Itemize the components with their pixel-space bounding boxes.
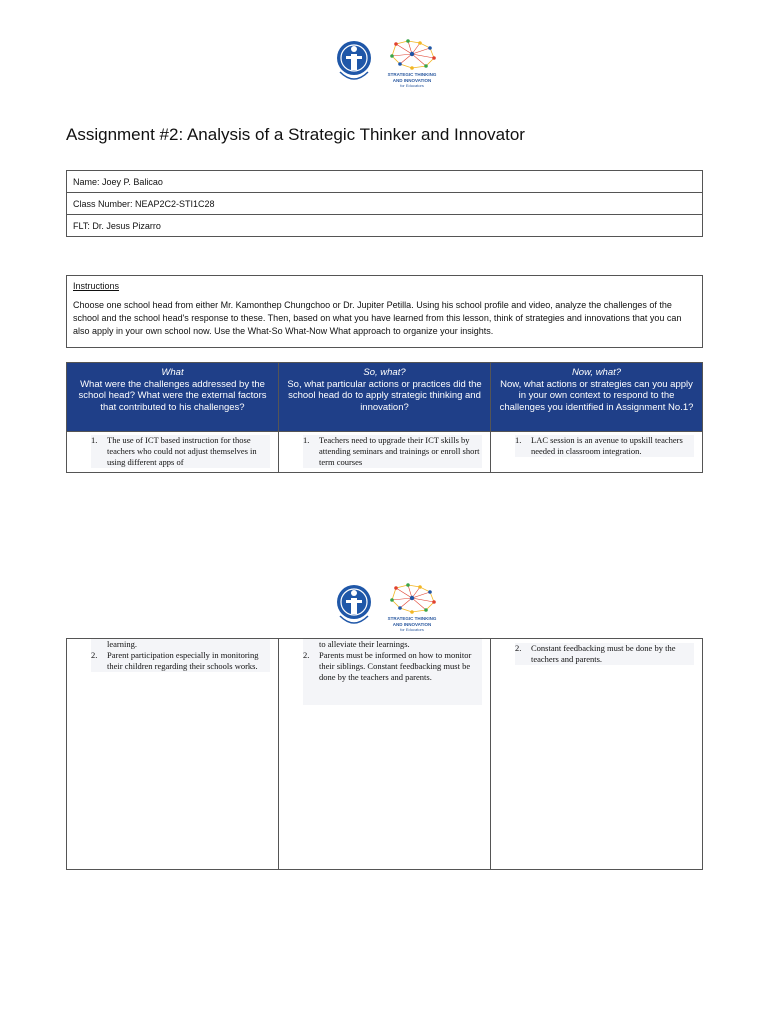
- header-logos: [334, 38, 442, 94]
- column-question: So, what particular actions or practices did the school head do to apply strategic thinking and innovation?: [287, 378, 482, 413]
- network-brain-icon: [382, 38, 442, 72]
- instructions-body: Choose one school head from either Mr. Kamonthep Chungchoo or Dr. Jupiter Petilla. Using his school profile and video, analyze the challenges of the school and the school head's response to these. Then, based on what you have learned from this lesson, think of strategies and innovations that you can also apply in your own school now. Use the What-So What-Now What approach to organize your insights.: [73, 300, 682, 336]
- logo-caption-line3: for Educators: [400, 627, 424, 632]
- item-text: Parents must be informed on how to monitor their siblings. Constant feedbacking must be done by the teachers and parents.: [319, 650, 472, 682]
- list-item: [303, 435, 482, 468]
- logo-caption-line2: AND INNOVATION: [392, 77, 432, 83]
- what-cell-continued: [67, 639, 279, 870]
- logo-caption-line1: STRATEGIC THINKING: [387, 72, 437, 77]
- list-item-continuation: [91, 639, 270, 650]
- item-text: learning.: [107, 639, 137, 649]
- column-header-what: [67, 363, 279, 432]
- column-header-so-what: [279, 363, 491, 432]
- logo-caption-line3: for Educators: [400, 83, 424, 88]
- list-item: [91, 650, 270, 672]
- page-title: Assignment #2: Analysis of a Strategic Thinker and Innovator: [66, 125, 525, 144]
- list-item: [515, 435, 694, 457]
- column-title: So, what?: [363, 367, 406, 378]
- item-text: Teachers need to upgrade their ICT skills by attending seminars and trainings or enroll short term courses: [319, 435, 480, 467]
- what-cell: [67, 432, 279, 473]
- item-number-spacer: [303, 639, 319, 650]
- item-text: Constant feedbacking must be done by the teachers and parents.: [531, 643, 676, 664]
- logo-caption-line1: STRATEGIC THINKING: [387, 616, 437, 621]
- page2-header-logos: [334, 582, 442, 638]
- column-title: What: [161, 367, 184, 378]
- item-text: The use of ICT based instruction for those teachers who could not adjust themselves in using different apps of: [107, 435, 257, 467]
- logo-caption: [382, 616, 442, 633]
- so-what-cell: [279, 432, 491, 473]
- column-title: Now, what?: [571, 367, 622, 378]
- deped-innotech-seal-icon: [334, 582, 374, 634]
- item-number: 2.: [303, 650, 310, 660]
- deped-innotech-seal-icon: [334, 38, 374, 90]
- list-item: [303, 650, 482, 705]
- list-item: [91, 435, 270, 468]
- network-brain-icon: [382, 582, 442, 616]
- item-text: Parent participation especially in monitoring their children regarding their schools works.: [107, 650, 259, 671]
- logo-caption-line2: AND INNOVATION: [392, 621, 432, 627]
- now-what-cell-continued: [491, 639, 703, 870]
- column-question: Now, what actions or strategies can you apply in your own context to respond to the challenges you identified in Assignment No.1?: [499, 378, 694, 413]
- now-what-cell: [491, 432, 703, 473]
- class-number: Class Number: NEAP2C2-STI1C28: [67, 193, 703, 215]
- analysis-table-page1: [66, 362, 703, 473]
- item-number: 2.: [91, 650, 98, 660]
- item-number-spacer: [91, 639, 107, 650]
- strategic-thinking-logo: [382, 582, 442, 638]
- instructions-box: [66, 275, 703, 348]
- item-number: 2.: [515, 643, 522, 653]
- item-text: to alleviate their learnings.: [319, 639, 410, 649]
- list-item: [515, 643, 694, 665]
- item-number: 1.: [515, 435, 522, 445]
- column-question: What were the challenges addressed by the school head? What were the external factors that contributed to his challenges?: [78, 378, 267, 413]
- instructions-heading: Instructions: [73, 281, 120, 291]
- analysis-table-page2: [66, 638, 703, 870]
- flt-name: FLT: Dr. Jesus Pizarro: [67, 215, 703, 237]
- logo-caption: [382, 72, 442, 89]
- item-number: 1.: [303, 435, 310, 445]
- so-what-cell-continued: [279, 639, 491, 870]
- column-header-now-what: [491, 363, 703, 432]
- item-number: 1.: [91, 435, 98, 445]
- item-text: LAC session is an avenue to upskill teachers needed in classroom integration.: [531, 435, 683, 456]
- strategic-thinking-logo: [382, 38, 442, 94]
- student-name: Name: Joey P. Balicao: [67, 171, 703, 193]
- student-info-table: [66, 170, 703, 237]
- list-item-continuation: [303, 639, 482, 650]
